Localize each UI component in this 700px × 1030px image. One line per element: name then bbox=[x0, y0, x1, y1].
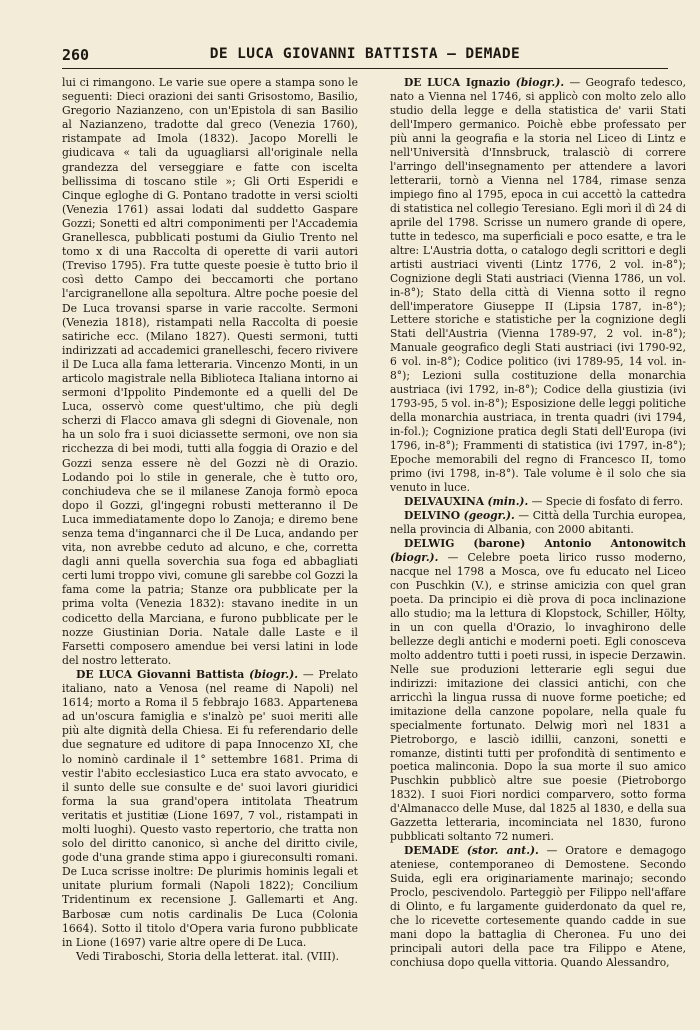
right-column bbox=[390, 76, 686, 988]
entry-tag: (biogr.). bbox=[515, 76, 565, 89]
entry-headword: DELVINO bbox=[404, 509, 461, 523]
entry-headword: DEMADE bbox=[404, 844, 459, 858]
entry-headword: DELWIG (barone) Antonio Antonowitch bbox=[404, 536, 686, 550]
entry-delvauxina bbox=[390, 495, 686, 509]
entry-text: — Prelato italiano, nato a Venosa (nel reame di Napoli) nel 1614; morto a Roma il 5 febbrajo 1683. Appartenева ad un'oscura famiglia e s'inalzò pe' suoi meriti alle più alte dignità della Chiesa. Ei fu referendario delle due segnature ed uditore di papa Innocenzo XI, che lo nominò cardinale il 1° settembre 1681. Prima di vestir l'abito ecclesiastico Luca era stato avvocato, e il sunto delle sue consulte e de' suoi lavori giuridici forma la sua grand'opera intitolata Theatrum veritatis et justitiæ (Lione 1697, 7 vol., ristampati in molti luoghi). Questo vasto repertorio, che tratta non solo del diritto canonico, sì anche del diritto civile, gode d'una grande stima appo i giureconsulti romani. De Luca scrisse inoltre: De plurimis hominis legali et unitate plurium formali (Napoli 1822); Concilium Tridentinum ex recensione J. Gallemarti et Ang. Barbosæ cum notis cardinalis De Luca (Colonia 1664). Sotto il titolo d'Opera varia furono pubblicate in Lione (1697) varie altre opere di De Luca. bbox=[62, 667, 358, 949]
entry-de-luca-giovanni-battista bbox=[62, 668, 358, 950]
page-number: 260 bbox=[62, 46, 90, 64]
entry-tag: (biogr.). bbox=[390, 550, 439, 564]
see-also-line bbox=[62, 950, 358, 964]
running-head: DE LUCA GIOVANNI BATTISTA — DEMADE bbox=[209, 46, 521, 62]
entry-text: — Città della Turchia europea, nella provincia di Albania, con 2000 abitanti. bbox=[390, 509, 686, 536]
page-header bbox=[62, 46, 668, 68]
entry-tag: (geogr.). bbox=[463, 509, 515, 523]
header-rule bbox=[62, 68, 668, 69]
entry-text: — Oratore e demagogo ateniese, contemporaneo di Demostene. Secondo Suida, egli era originariamente marinajo; secondo Proclo, pescivendolo. Parteggiò per Filippo nell'affare di Olinto, e fu largamente guiderdonato da quel re, che lo ricevette cortesemente quando cadde in sue mani dopo la battaglia di Cheronea. Fu uno dei principali autori della pace tra Filippo e Atene, conchiusa dopo quella vittoria. Quando Alessandro, bbox=[390, 844, 686, 970]
entry-tag: (stor. ant.). bbox=[466, 844, 539, 858]
entry-headword: DE LUCA Giovanni Battista bbox=[76, 667, 245, 681]
entry-delwig bbox=[390, 537, 686, 844]
entry-demade bbox=[390, 844, 686, 970]
entry-de-luca-ignazio bbox=[390, 76, 686, 495]
entry-delvino bbox=[390, 509, 686, 537]
entry-headword: DE LUCA Ignazio bbox=[404, 76, 511, 89]
entry-tag: (biogr.). bbox=[249, 667, 298, 681]
continuation-text: lui ci rimangono. Le varie sue opere a stampa sono le seguenti: Dieci orazioni dei santi Grisostomo, Basilio, Gregorio Nazianzeno, con un'Epistola di san Basilio al Nazianzeno, tradotte dal greco (Venezia 1760), ristampate ad Imola (1832). Jacopo Morelli le giudicava « tali da uguagliarsi all'originale nella grandezza del verseggiare e fatte con iscelta bellissima di toscano stile »; Gli Orti Esperidi e Cinque egloghe di G. Pontano tradotte in versi sciolti (Venezia 1761) assai lodati dal suddetto Gaspare Gozzi; Sonetti ed altri componimenti per l'Accademia Granellesca, pubblicati postumi da Giulio Trento nel tomo x di una Raccolta di operette di varii autori (Treviso 1795). Fra tutte queste poesie è tutto brio il così detto Campo dei beccamorti che portano l'arcigranellone alla sepoltura. Altre poche poesie del De Luca trovansi sparse in varie raccolte. Sermoni (Venezia 1818), ristampati nella Raccolta di poesie satiriche ecc. (Milano 1827). Questi sermoni, tutti indirizzati ad accademici granelleschi, fecero rivivere il De Luca alla fama letteraria. Vincenzo Monti, in un articolo magistrale nella Biblioteca Italiana intorno ai sermoni d'Ippolito Pindemonte ed a quelli del De Luca, osservò come quest'ultimo, che più degli scherzi di Flacco amava gli sdegni di Giovenale, non ha un solo fra i suoi diciassette sermoni, ove non sia ricchezza di bei modi, tutti alla foggia di Orazio e del Gozzi senza essere nè del Gozzi nè di Orazio. Lodando poi lo stile in generale, che è tutto oro, conchiudeva che se il milanese Zanoja formò epoca dopo il Gozzi, gl'ingegni robusti metteranno il De Luca immediatamente dopo lo Zanoja; e diremo bene senza tema d'ingannarci che il De Luca, andando per vita, non avrebbe ceduto ad alcuno, e che, corretta dagli anni quella soverchia sua foga ed abbagliati certi lumi troppo vivi, comune gli sarebbe col Gozzi la fama come la patria; Stanze ora pubblicate per la prima volta (Venezia 1832): stavano inedite in un codicetto della Marciana, e furono pubblicate per le nozze Giustinian Doria. Natale dalle Laste e il Farsetti composero amendue bei versi latini in lode del nostro letterato. bbox=[62, 76, 358, 667]
entry-text: — Geografo tedesco, nato a Vienna nel 1746, si applicò con molto zelo allo studio della legge e della statistica de' varii Stati dell'Impero germanico. Poichè ebbe professato per più anni la geografia e la storia nel Liceo di Lintz e nell'Università d'Innsbruck, tralasciò di correre l'arringo dell'insegnamento per attendere a lavori letterarii, tornò a Vienna nel 1784, rimase senza impiego fino al 1795, epoca in cui accettò la cattedra di statistica nel collegio Teresiano. Egli morì il dì 24 di aprile del 1798. Scrisse un numero grande di opere, tutte in tedesco, ma superficiali e poco esatte, e tra le altre: L'Austria dotta, o catalogo degli scrittori e degli artisti austriaci viventi (Lintz 1776, 2 vol. in-8°); Cognizione degli Stati austriaci (Vienna 1786, un vol. in-8°); Stato della città di Vienna sotto il regno dell'imperatore Giuseppe II (Lipsia 1787, in-8°); Lettere storiche e statistiche per la cognizione degli Stati dell'Austria (Vienna 1789-97, 2 vol. in-8°); Manuale geografico degli Stati austriaci (ivi 1790-92, 6 vol. in-8°); Codice politico (ivi 1789-95, 14 vol. in-8°); Lezioni sulla costituzione della monarchia austriaca (ivi 1792, in-8°); Codice della giustizia (ivi 1793-95, 5 vol. in-8°); Esposizione delle leggi politiche della monarchia austriaca, in trenta quadri (ivi 1794, in-fol.); Cognizione pratica degli Stati dell'Europa (ivi 1796, in-8°); Frammenti di statistica (ivi 1797, in-8°); Epoche memorabili del regno di Francesco II, tomo primo (ivi 1798, in-8°). Tale volume è il solo che sia venuto in luce. bbox=[390, 76, 686, 495]
entry-text: — Specie di fosfato di ferro. bbox=[531, 495, 684, 509]
entry-tag: (min.). bbox=[487, 495, 529, 509]
entry-text: — Celebre poeta lirico russo moderno, nacque nel 1798 a Mosca, ove fu educato nel Liceo con Puschkin (V.), e strinse amicizia con quel gran poeta. Da principio ei diè prova di poca inclinazione allo studio; ma la lettura di Klopstock, Schiller, Hölty, in un con quella d'Orazio, lo invaghirono delle bellezze degli antichi e moderni poeti. Egli conosceva molto addentro tutti i poeti russi, in ispecie Derzawin. Nelle sue produzioni letterarie egli segui due indirizzi: imitazione dei classici antichi, con che arricchì la lingua russa di nuove forme poetiche; ed imitazione della canzone popolare, nella quale fu specialmente fortunato. Delwig morì nel 1831 a Pietroborgo, e lasciò idillii, canzoni, sonetti e romanze, distinti tutti per profondità di sentimento e poetica malinconia. Dopo la sua morte il suo amico Puschkin pubblicò altre sue poesie (Pietroborgo 1832). I suoi Fiori nordici comparvero, sotto forma d'Almanacco delle Muse, dal 1825 al 1830, e della sua Gazzetta letteraria, incominciata nel 1830, furono pubblicati soltanto 72 numeri. bbox=[390, 550, 686, 844]
see-also-text: Vedi Tiraboschi, Storia della letterat. ital. (VIII). bbox=[76, 949, 340, 963]
left-column bbox=[62, 76, 358, 988]
continuation-paragraph bbox=[62, 76, 358, 668]
entry-headword: DELVAUXINA bbox=[404, 495, 485, 509]
